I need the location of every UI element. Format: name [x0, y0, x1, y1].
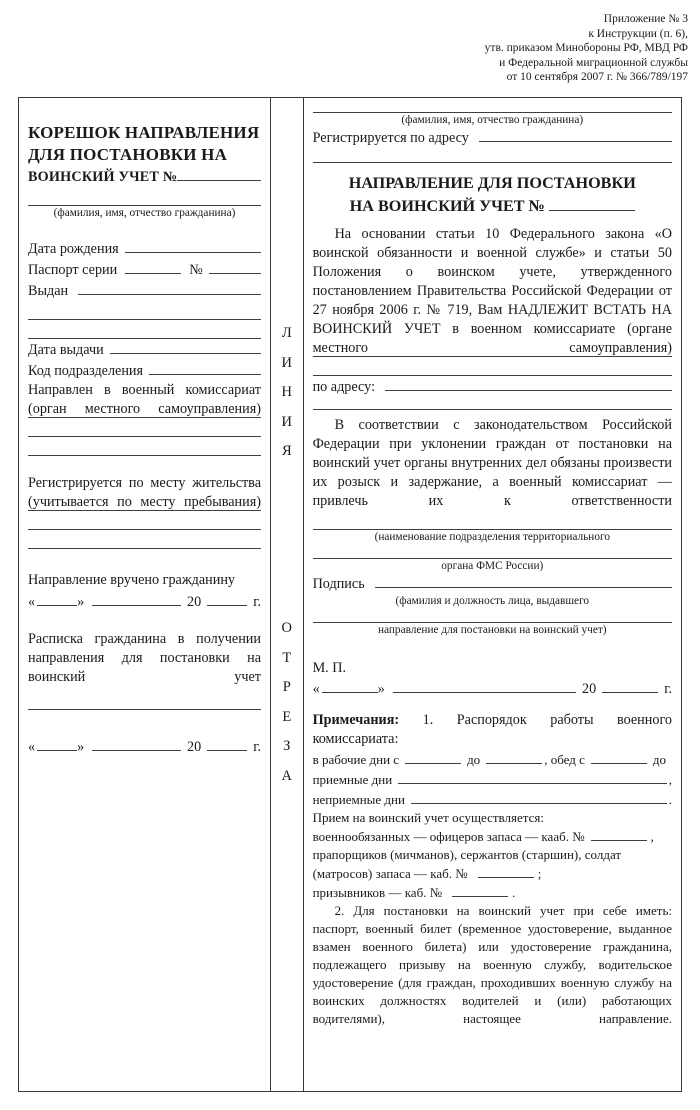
- referral-fio-caption: (фамилия, имя, отчество гражданина): [401, 114, 584, 126]
- notes-conscripts-row: [313, 883, 672, 902]
- stub-fio-caption: (фамилия, имя, отчество гражданина): [53, 207, 236, 220]
- referral-number-blank[interactable]: [549, 194, 635, 211]
- notes-workdays-to-label: до: [467, 752, 481, 768]
- referral-title: [313, 172, 672, 217]
- referral-addr2-label: по адресу:: [312, 379, 376, 396]
- referral-month-blank[interactable]: [393, 678, 576, 693]
- stub-title-line-3-row: [28, 166, 261, 187]
- stub-birth-row: [28, 238, 261, 259]
- stub-passport-number-blank[interactable]: [209, 259, 261, 274]
- stub-issue-date-blank[interactable]: [110, 339, 261, 354]
- stub-issue-date-label: Дата выдачи: [28, 342, 104, 359]
- notes-workdays-label: в рабочие дни с: [312, 752, 400, 768]
- notes-officers-comma: ,: [650, 829, 654, 845]
- stub-handed-quote-open: «: [28, 593, 36, 610]
- stub-passport-label: Паспорт серии: [28, 262, 118, 279]
- notes-officers-label: военнообязанных — офицеров запаса — кааб. №: [312, 829, 585, 845]
- notes-workdays-from-blank[interactable]: [405, 750, 461, 764]
- referral-column: [304, 98, 681, 1091]
- notes-conscripts-room-blank[interactable]: [452, 883, 508, 897]
- stub-title-line-1: КОРЕШОК НАПРАВЛЕНИЯ: [28, 123, 260, 142]
- referral-dept-caption-2: органа ФМС России): [441, 560, 544, 573]
- notes-conscripts-period: .: [512, 885, 516, 901]
- referral-title-line-2-row: [313, 194, 672, 217]
- notes-non-reception-label: неприемные дни: [312, 792, 405, 808]
- stub-division-code-row: [28, 360, 261, 381]
- referral-addr2-row: [313, 376, 672, 397]
- notes-reception-blank[interactable]: [398, 769, 667, 784]
- cut-line-letter: З: [283, 738, 291, 754]
- stub-title-line-3: ВОИНСКИЙ УЧЕТ №: [28, 169, 178, 186]
- stub-registered-text: Регистрируется по месту жительства (учитывается по месту пребывания): [28, 475, 261, 511]
- cut-line-letter: Л: [281, 325, 292, 341]
- stub-handed-year-blank[interactable]: [207, 590, 247, 605]
- cut-line-letter: И: [281, 354, 293, 371]
- referral-day-blank[interactable]: [322, 678, 378, 693]
- stub-handed-day-blank[interactable]: [37, 590, 77, 605]
- stub-receipt-year-blank[interactable]: [207, 736, 247, 751]
- cut-line-letter: Я: [281, 443, 292, 459]
- notes-reception-label: приемные дни: [312, 772, 393, 788]
- stub-issued-row: [28, 280, 261, 301]
- stub-birth-blank[interactable]: [125, 238, 261, 253]
- referral-address-row: [313, 127, 672, 148]
- referral-addr2-blank[interactable]: [385, 376, 672, 391]
- notes-reception-comma: ,: [668, 772, 672, 788]
- notes-sailors-row: [313, 864, 672, 883]
- notes-officers-room-blank[interactable]: [591, 827, 647, 841]
- stub-issued-blank[interactable]: [78, 280, 261, 295]
- notes-conscripts-label: призывников — каб. №: [312, 885, 443, 901]
- stub-division-code-blank[interactable]: [149, 360, 261, 375]
- notes-lunch-from-blank[interactable]: [591, 750, 647, 764]
- referral-title-line-2: НА ВОИНСКИЙ УЧЕТ №: [349, 197, 545, 216]
- referral-year-blank[interactable]: [602, 678, 658, 693]
- stub-number-blank[interactable]: [177, 166, 261, 181]
- referral-paragraph-2: В соответствии с законодательством Российской Федерации при уклонении граждан от постановки на воинский учет органы внутренних дел обязаны произвести их розыск и задержание, а военный комиссариат — привлечь их к ответственности: [312, 417, 672, 510]
- stub-issue-date-row: [28, 339, 261, 360]
- cut-line-column: [271, 98, 304, 1091]
- referral-signature-row: [313, 573, 672, 594]
- referral-signature-blank[interactable]: [375, 573, 672, 588]
- notes-item-1-intro: 1. Распорядок работы военного комиссариата:: [312, 712, 673, 748]
- stub-receipt-day-blank[interactable]: [37, 736, 77, 751]
- stub-directed-text: Направлен в военный комиссариат (орган местного самоуправления): [28, 382, 261, 418]
- notes-lunch-to-label: до: [652, 752, 666, 768]
- referral-dept-caption-1: (наименование подразделения территориального: [374, 531, 610, 544]
- stub-column: [19, 98, 271, 1091]
- referral-sign-caption-1: (фамилия и должность лица, выдавшего: [395, 595, 590, 608]
- stub-handed-text: Направление вручено гражданину: [28, 572, 236, 589]
- stub-receipt-date-row: [28, 736, 261, 757]
- notes-intake-intro: Прием на воинский учет осуществляется:: [312, 810, 544, 826]
- stub-passport-series-blank[interactable]: [125, 259, 181, 274]
- referral-address-blank[interactable]: [479, 127, 672, 142]
- stub-handed-month-blank[interactable]: [92, 591, 181, 606]
- appendix-line-2: к Инструкции (п. 6),: [588, 27, 688, 40]
- notes-workdays-until-blank[interactable]: [486, 750, 542, 764]
- cut-line-word-1: [271, 319, 303, 467]
- notes-non-reception-row: [313, 789, 672, 809]
- stub-issued-label: Выдан: [28, 283, 69, 300]
- notes-lunch-label: , обед с: [544, 752, 585, 768]
- appendix-line-1: Приложение № 3: [603, 13, 688, 25]
- cut-line-letter: Т: [282, 649, 292, 666]
- referral-sign-caption-2: направление для постановки на воинский учет): [377, 624, 607, 637]
- appendix-header: [268, 12, 688, 85]
- stub-receipt-year-prefix: 20: [187, 738, 202, 755]
- stub-receipt-month-blank[interactable]: [92, 736, 181, 751]
- referral-year-prefix: 20: [582, 681, 597, 698]
- stub-receipt-quote-close: »: [77, 738, 85, 755]
- appendix-line-5: от 10 сентября 2007 г. № 366/789/197: [506, 71, 688, 83]
- stub-title-line-2: ДЛЯ ПОСТАНОВКИ НА: [28, 145, 228, 164]
- referral-year-suffix: г.: [664, 681, 672, 698]
- form-frame: [18, 97, 682, 1092]
- cut-line-letter: О: [281, 620, 293, 636]
- referral-date-row: [313, 678, 672, 699]
- stub-receipt-year-suffix: г.: [253, 738, 261, 755]
- notes-sailors-label: (матросов) запаса — каб. №: [312, 866, 468, 882]
- notes-first-line: [313, 711, 672, 749]
- referral-address-label: Регистрируется по адресу: [312, 130, 469, 146]
- stub-passport-row: [28, 259, 261, 280]
- stub-handed-year-prefix: 20: [187, 593, 202, 610]
- stub-birth-label: Дата рождения: [28, 241, 119, 258]
- notes-sailors-room-blank[interactable]: [478, 864, 534, 878]
- notes-non-reception-blank[interactable]: [411, 789, 667, 804]
- cut-line-letter: Е: [282, 708, 292, 725]
- referral-quote-open: «: [312, 681, 320, 698]
- notes-officers-row: [313, 827, 672, 846]
- appendix-line-3: утв. приказом Минобороны РФ, МВД РФ: [484, 42, 688, 54]
- stub-handed-date-row: [28, 590, 261, 611]
- appendix-line-4: и Федеральной миграционной службы: [499, 56, 688, 69]
- cut-line-letter: И: [281, 413, 293, 430]
- referral-address-rule-2[interactable]: [313, 162, 672, 163]
- cut-line-letter: А: [281, 767, 293, 784]
- stub-title: [28, 122, 261, 187]
- stub-receipt-text: Расписка гражданина в получении направления для постановки на воинский учет: [28, 630, 261, 685]
- referral-quote-close: »: [377, 681, 385, 698]
- notes-reception-row: [313, 769, 672, 789]
- stub-receipt-quote-open: «: [28, 738, 36, 755]
- notes-sailors-semicolon: ;: [537, 866, 542, 882]
- notes-item-2: 2. Для постановки на воинский учет при себе иметь: паспорт, военный билет (временное удостоверение, выданное взамен военного билета) или удостоверение гражданина, подлежащего призыву на военную службу, водительское удостоверение (для граждан, проходивших военную службу на воинских должностях водителей и (или) работающих водителями), настоящее направление.: [312, 903, 672, 1027]
- referral-paragraph-1: На основании статьи 10 Федерального закона «О воинской обязанности и военной службе» и статьи 50 Положения о воинском учете, утвержденного постановлением Правительства Российской Федерации от 27 ноября 2006 г. № 719, Вам НАДЛЕЖИТ ВСТАТЬ НА ВОИНСКИЙ УЧЕТ в военном комиссариате (органе местного самоуправления): [312, 226, 672, 357]
- referral-seal-label: М. П.: [312, 660, 347, 677]
- referral-title-line-1: НАПРАВЛЕНИЕ ДЛЯ ПОСТАНОВКИ: [348, 174, 636, 192]
- stub-handed-year-suffix: г.: [253, 593, 261, 610]
- stub-handed-quote-close: »: [77, 593, 85, 610]
- referral-signature-label: Подпись: [312, 576, 365, 593]
- stub-division-code-label: Код подразделения: [28, 363, 144, 380]
- notes-warrant-line: прапорщиков (мичманов), сержантов (старшин), солдат: [312, 847, 622, 863]
- cut-line-word-2: [271, 614, 303, 791]
- notes-title: Примечания:: [312, 712, 400, 729]
- notes-workdays-row: [313, 749, 672, 769]
- cut-line-letter: Р: [282, 679, 291, 695]
- cut-line-letter: Н: [281, 384, 293, 400]
- notes-non-reception-period: .: [668, 792, 672, 808]
- stub-passport-no-label: №: [189, 262, 203, 279]
